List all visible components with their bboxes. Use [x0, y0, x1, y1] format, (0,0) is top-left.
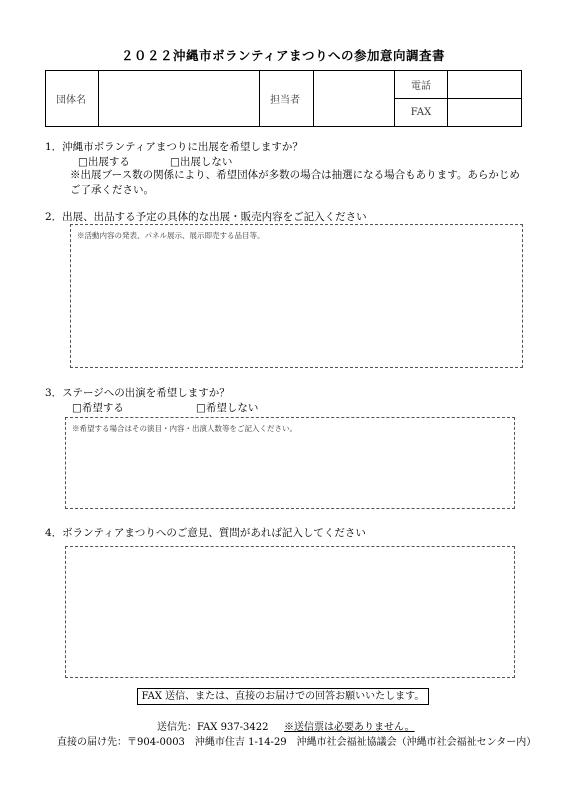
q3-answer-box[interactable]: [65, 417, 515, 509]
q4-answer-box[interactable]: [65, 546, 515, 678]
fax-notice: FAX 送信、または、直接のお届けでの回答お願いいたします。: [137, 688, 429, 705]
contact-person-label: 担当者: [260, 71, 314, 127]
cover-sheet-note: ※送信票は必要ありません。: [284, 722, 415, 733]
document-title: ２０２２沖縄市ボランティアまつりへの参加意向調査書: [120, 48, 445, 63]
q3-hint: ※希望する場合はその演目・内容・出演人数等をご記入ください。: [72, 424, 297, 433]
fax-field[interactable]: [448, 99, 522, 127]
q2-hint: ※活動内容の発表、パネル展示、展示即売する品目等。: [77, 231, 265, 240]
q3-question: 3．ステージへの出演を希望しますか？: [45, 387, 230, 399]
q1-question: 1．沖縄市ボランティアまつりに出展を希望しますか？: [45, 141, 303, 153]
q2-answer-box[interactable]: [70, 224, 523, 368]
q2-question: 2．出展、出品する予定の具体的な出展・販売内容をご記入ください: [45, 211, 367, 223]
q4-question: 4．ボランティアまつりへのご意見、質問があれば記入してください: [45, 527, 366, 539]
send-to-fax: 送信先：FAX 937-3422: [157, 722, 269, 733]
q1-option-no-exhibit[interactable]: □出展しない: [170, 156, 233, 168]
org-name-label: 団体名: [46, 71, 99, 127]
q1-note: ※出展ブース数の関係により、希望団体が多数の場合は抽選になる場合もあります。あらかじめご了承ください。: [70, 169, 520, 196]
phone-field[interactable]: [448, 71, 522, 99]
delivery-address: 直接の届け先：〒904-0003 沖縄市住吉 1-14-29 沖縄市社会福祉協議会（沖縄市社会福祉センター内）: [57, 737, 537, 748]
org-name-field[interactable]: [99, 71, 260, 127]
contact-person-field[interactable]: [314, 71, 395, 127]
applicant-info-table: [45, 70, 522, 127]
q3-option-not-want[interactable]: □希望しない: [196, 402, 259, 414]
q3-option-want[interactable]: □希望する: [72, 402, 124, 414]
q1-option-exhibit[interactable]: □出展する: [78, 156, 130, 168]
phone-label: 電話: [395, 71, 448, 99]
fax-label: FAX: [395, 99, 448, 127]
